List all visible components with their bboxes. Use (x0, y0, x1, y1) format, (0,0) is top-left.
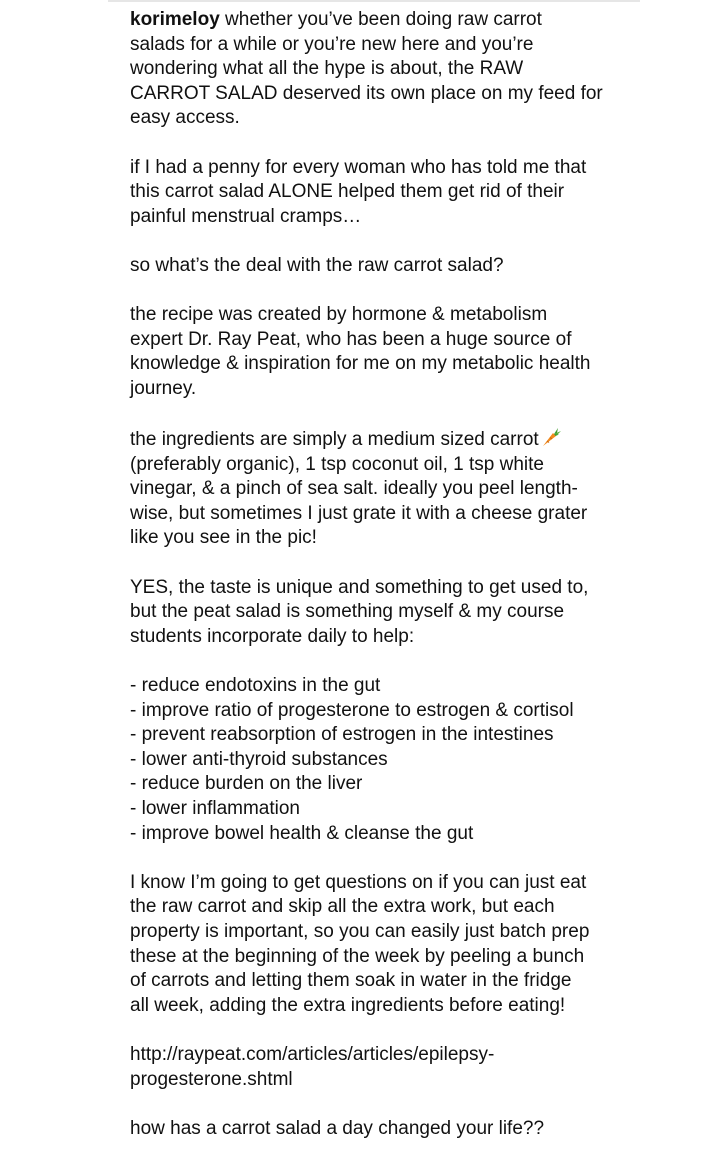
paragraph-deal: so what’s the deal with the raw carrot salad? (130, 254, 504, 276)
top-divider (108, 0, 640, 2)
carrot-emoji-icon (540, 426, 562, 448)
list-item: - reduce burden on the liver (130, 773, 363, 795)
list-item: - improve ratio of progesterone to estrogen & cortisol (130, 699, 574, 721)
intro-text: whether you’ve been doing raw carrot salads for a while or you’re new here and you’re wondering what all the hype is about, the RAW CARROT SALAD deserved its own place on my feed for easy access. (130, 9, 603, 129)
paragraph-penny: if I had a penny for every woman who has told me that this carrot salad ALONE helped them get rid of their painful menstrual cramps… (130, 156, 587, 227)
list-item: - prevent reabsorption of estrogen in the intestines (130, 724, 554, 746)
ingredients-lead: the ingredients are simply a medium sized carrot (130, 429, 539, 451)
ingredients-rest: (preferably organic), 1 tsp coconut oil, 1 tsp white vinegar, & a pinch of sea salt. ideally you peel length- wise, but sometimes I just grate it with a cheese grater like you see in the pic! (130, 453, 588, 549)
caption-intro (130, 8, 630, 131)
list-item: - improve bowel health & cleanse the gut (130, 822, 474, 844)
paragraph-questions: I know I’m going to get questions on if you can just eat the raw carrot and skip all the extra work, but each property is important, so you can easily just batch prep these at the beginning of the week by peeling a bunch of carrots and letting them soak in water in the fridge all week, adding the extra ingredients before eating! (130, 871, 590, 1016)
paragraph-ingredients (130, 426, 630, 551)
list-item: - lower inflammation (130, 798, 300, 819)
paragraph-recipe: the recipe was created by hormone & metabolism expert Dr. Ray Peat, who has been a huge source of knowledge & inspiration for me on my metabolic health journey. (130, 304, 591, 399)
raypeat-article-link[interactable]: http://raypeat.com/articles/articles/epilepsy- progesterone.shtml (130, 1043, 495, 1090)
benefits-list (130, 674, 630, 846)
list-item: - lower anti-thyroid substances (130, 748, 388, 770)
closing-question: how has a carrot salad a day changed your life?? (130, 1117, 545, 1139)
username-link[interactable]: korimeloy (130, 9, 220, 30)
post-caption (130, 8, 630, 1166)
paragraph-taste: YES, the taste is unique and something to get used to, but the peat salad is something myself & my course students incorporate daily to help: (130, 576, 589, 647)
list-item: - reduce endotoxins in the gut (130, 675, 381, 697)
